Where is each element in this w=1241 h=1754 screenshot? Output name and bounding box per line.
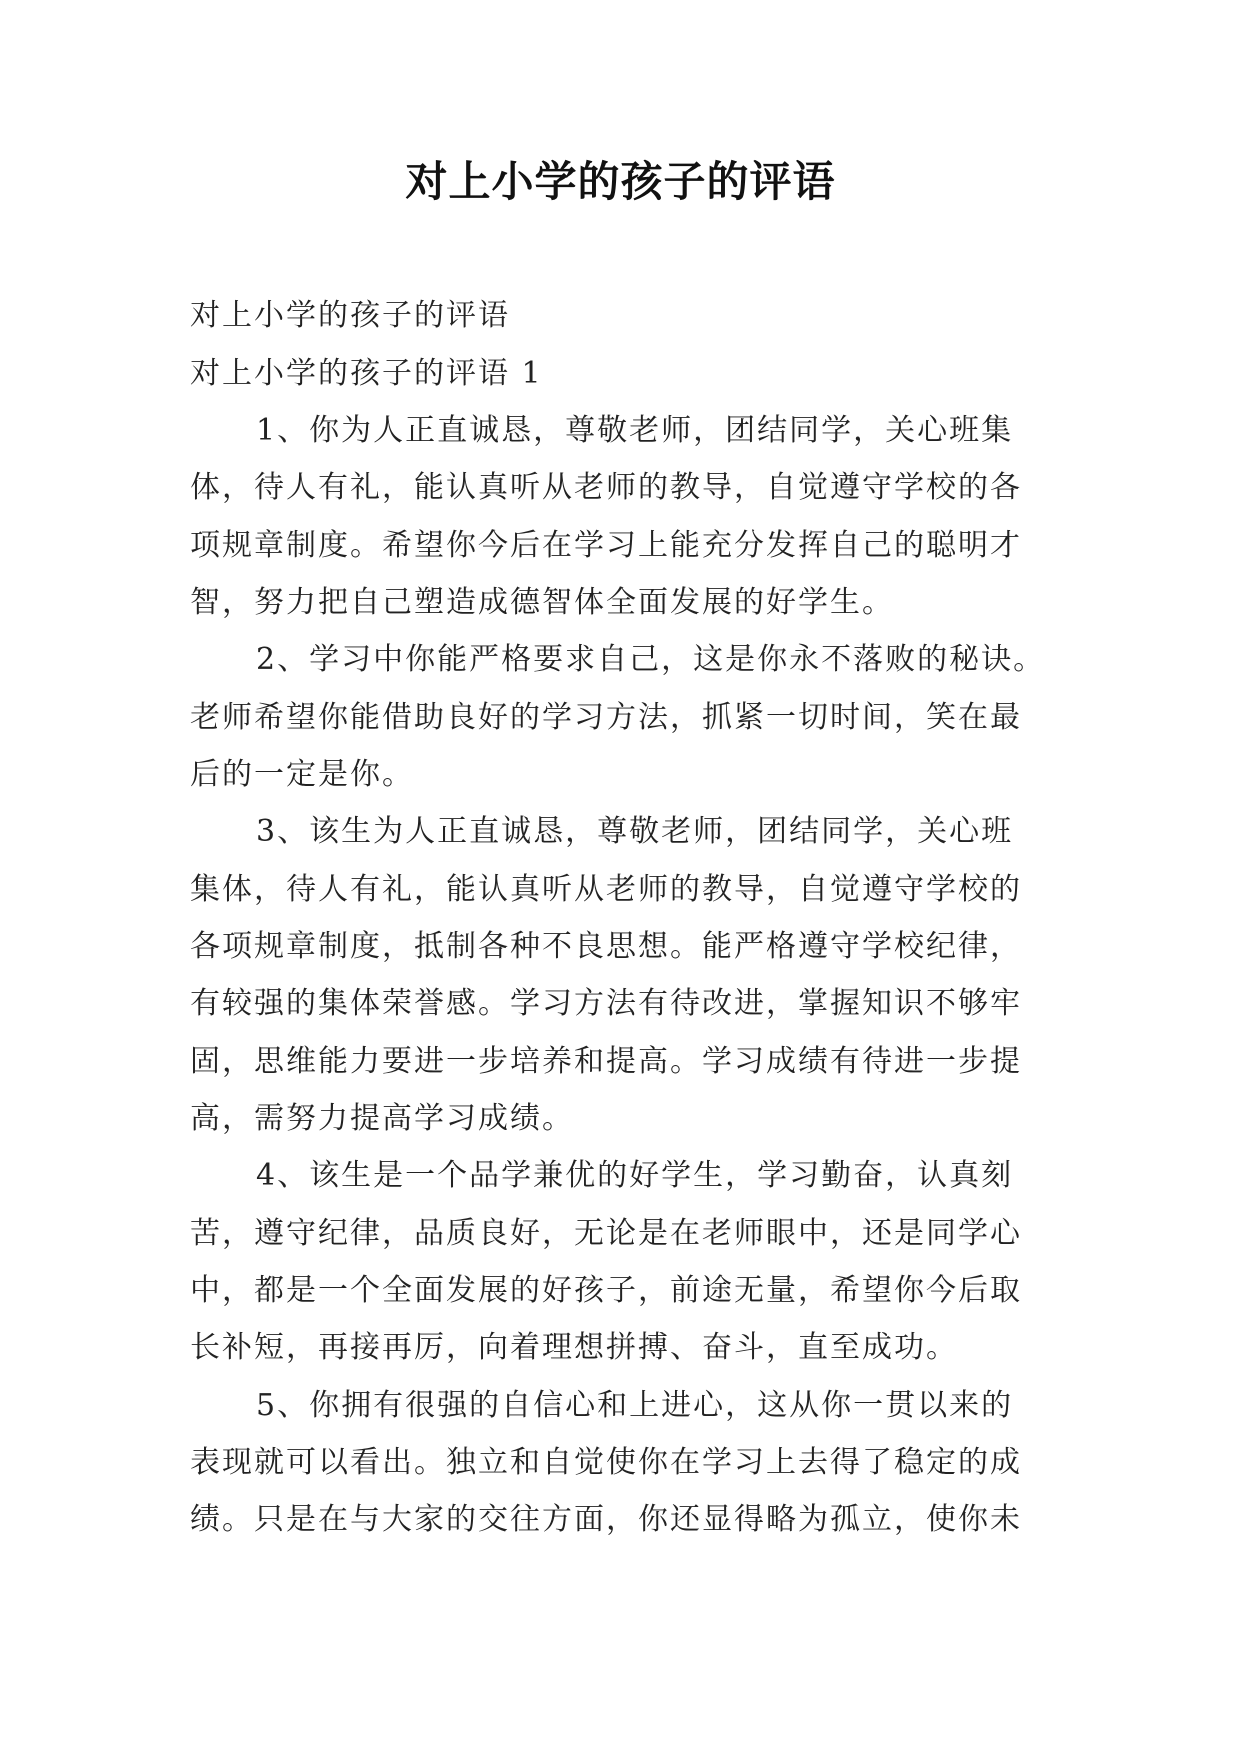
paragraph-line: 5、你拥有很强的自信心和上进心，这从你一贯以来的 bbox=[256, 1388, 1014, 1423]
paragraph-line: 长补短，再接再厉，向着理想拼搏、奋斗，直至成功。 bbox=[190, 1330, 958, 1365]
section-heading: 对上小学的孩子的评语 1 bbox=[190, 356, 543, 391]
paragraph-line: 有较强的集体荣誉感。学习方法有待改进，掌握知识不够牢 bbox=[190, 986, 1022, 1021]
paragraph-line: 各项规章制度，抵制各种不良思想。能严格遵守学校纪律， bbox=[190, 929, 1022, 964]
paragraph-line: 4、该生是一个品学兼优的好学生，学习勤奋，认真刻 bbox=[256, 1158, 1014, 1193]
document-title: 对上小学的孩子的评语 bbox=[405, 157, 836, 206]
paragraph-line: 表现就可以看出。独立和自觉使你在学习上去得了稳定的成 bbox=[190, 1445, 1022, 1480]
paragraph-line: 高，需努力提高学习成绩。 bbox=[190, 1101, 574, 1136]
paragraph-line: 智，努力把自己塑造成德智体全面发展的好学生。 bbox=[190, 585, 894, 620]
paragraph-line: 绩。只是在与大家的交往方面，你还显得略为孤立，使你未 bbox=[190, 1502, 1022, 1537]
paragraph-line: 1、你为人正直诚恳，尊敬老师，团结同学，关心班集 bbox=[256, 413, 1014, 448]
document-subtitle: 对上小学的孩子的评语 bbox=[190, 298, 510, 333]
paragraph-line: 后的一定是你。 bbox=[190, 757, 414, 792]
paragraph-line: 老师希望你能借助良好的学习方法，抓紧一切时间，笑在最 bbox=[190, 700, 1022, 735]
paragraph-line: 体，待人有礼，能认真听从老师的教导，自觉遵守学校的各 bbox=[190, 470, 1022, 505]
paragraph-line: 集体，待人有礼，能认真听从老师的教导，自觉遵守学校的 bbox=[190, 872, 1022, 907]
paragraph-line: 2、学习中你能严格要求自己，这是你永不落败的秘诀。 bbox=[256, 642, 1046, 677]
paragraph-line: 3、该生为人正直诚恳，尊敬老师，团结同学，关心班 bbox=[256, 814, 1014, 849]
paragraph-line: 项规章制度。希望你今后在学习上能充分发挥自己的聪明才 bbox=[190, 528, 1022, 563]
paragraph-line: 苦，遵守纪律，品质良好，无论是在老师眼中，还是同学心 bbox=[190, 1216, 1022, 1251]
paragraph-line: 固，思维能力要进一步培养和提高。学习成绩有待进一步提 bbox=[190, 1044, 1022, 1079]
paragraph-line: 中，都是一个全面发展的好孩子，前途无量，希望你今后取 bbox=[190, 1273, 1022, 1308]
